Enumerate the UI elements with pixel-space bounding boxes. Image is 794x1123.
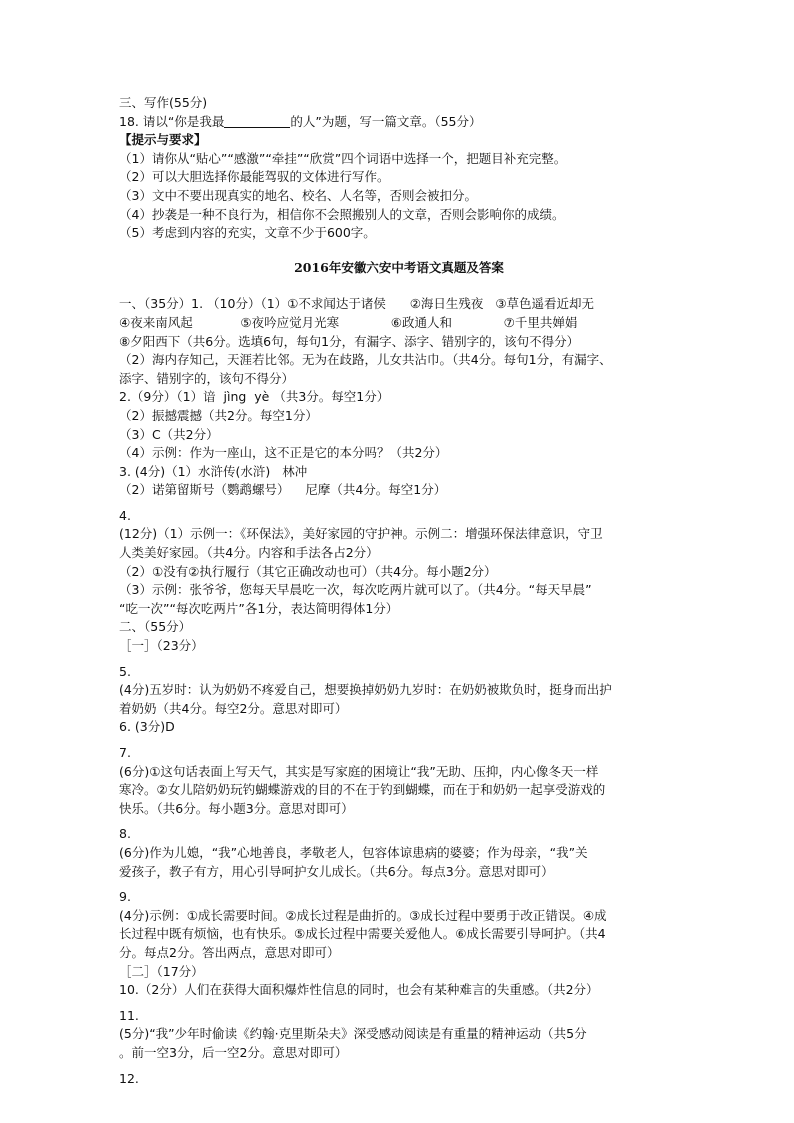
answer-line: ④夜来南风起 ⑤夜吟应觉月光寒 ⑥政通人和 ⑦千里共婵娟 bbox=[119, 314, 578, 330]
answer-line: 4. bbox=[119, 507, 131, 523]
tip-item: （1）请你从“贴心”“感激”“牵挂”“欣赏”四个词语中选择一个，把题目补充完整。 bbox=[119, 150, 567, 166]
answer-line: 2.（9分）（1）谙 jìng yè （共3分。每空1分） bbox=[119, 389, 390, 405]
answer-line: 寒冷。②女儿陪奶奶玩钓蝴蝶游戏的目的不在于钓到蝴蝶，而在于和奶奶一起享受游戏的 bbox=[119, 782, 606, 798]
answer-line: (6分)作为儿媳，“我”心地善良，孝敬老人，包容体谅患病的婆婆；作为母亲，“我”关 bbox=[119, 844, 588, 860]
fill-blank bbox=[224, 115, 290, 128]
tip-item: （4）抄袭是一种不良行为，相信你不会照搬别人的文章，否则会影响你的成绩。 bbox=[119, 206, 565, 222]
question-18-suffix: 的人”为题，写一篇文章。（55分） bbox=[290, 113, 482, 129]
answer-line: 8. bbox=[119, 826, 131, 842]
answer-line: 一、（35分）1. （10分）（1）①不求闻达于诸侯 ②海日生残夜 ③草色遥看近却无 bbox=[119, 296, 595, 312]
answer-line: 分。每点2分。答出两点，意思对即可） bbox=[119, 944, 340, 960]
answer-line: (4分)五岁时：认为奶奶不疼爱自己，想要换掉奶奶九岁时：在奶奶被欺负时，挺身而出护 bbox=[119, 682, 612, 698]
answer-line: 3. (4分)（1）水浒传(水浒) 林冲 bbox=[119, 463, 308, 479]
answer-line: ［一］（23分） bbox=[119, 638, 204, 654]
answer-line: (6分)①这句话表面上写天气，其实是写家庭的困境让“我”无助、压抑，内心像冬天一样 bbox=[119, 763, 599, 779]
answers-title: 2016年安徽六安中考语文真题及答案 bbox=[294, 259, 504, 275]
answer-line: (5分)“我”少年时偷读《约翰·克里斯朵夫》深受感动阅读是有重量的精神运动（共5分 bbox=[119, 1026, 587, 1042]
answer-line: (12分)（1）示例一：《环保法》，美好家园的守护神。示例二：增强环保法律意识，守卫 bbox=[119, 526, 603, 542]
answer-line: 。前一空3分，后一空2分。意思对即可） bbox=[119, 1044, 348, 1060]
answer-line: 11. bbox=[119, 1007, 139, 1023]
question-18 bbox=[119, 113, 679, 132]
writing-section-heading: 三、写作(55分) bbox=[119, 95, 208, 110]
answer-line: 12. bbox=[119, 1070, 139, 1086]
document-page bbox=[119, 94, 679, 1088]
answer-line: 6. (3分)D bbox=[119, 719, 175, 735]
answer-line: （4）示例：作为一座山，这不正是它的本分吗？（共2分） bbox=[119, 445, 448, 461]
answer-line: 添字、错别字的，该句不得分） bbox=[119, 370, 295, 386]
answer-line: （3）C（共2分） bbox=[119, 426, 219, 442]
answer-line: （2）①没有②执行履行（其它正确改动也可）（共4分。每小题2分） bbox=[119, 563, 497, 579]
answer-line: 二、（55分） bbox=[119, 619, 192, 635]
answer-line: 着奶奶（共4分。每空2分。意思对即可） bbox=[119, 700, 348, 716]
tips-header: 【提示与要求】 bbox=[119, 132, 207, 148]
answers-body bbox=[119, 295, 679, 1088]
answer-line: （2）诺第留斯号（鹦鹉螺号） 尼摩（共4分。每空1分） bbox=[119, 482, 447, 498]
answer-line: （2）海内存知己，天涯若比邻。无为在歧路，儿女共沾巾。（共4分。每句1分，有漏字、 bbox=[119, 352, 612, 368]
answer-line: 9. bbox=[119, 889, 131, 905]
answer-line: （2）振撼震撼（共2分。每空1分） bbox=[119, 407, 318, 423]
tip-item: （5）考虑到内容的充实，文章不少于600字。 bbox=[119, 225, 376, 241]
answer-line: 快乐。（共6分。每小题3分。意思对即可） bbox=[119, 800, 354, 816]
answer-line: 爱孩子，教子有方，用心引导呵护女儿成长。（共6分。每点3分。意思对即可） bbox=[119, 863, 554, 879]
answer-line: 7. bbox=[119, 745, 131, 760]
tip-item: （2）可以大胆选择你最能驾驭的文体进行写作。 bbox=[119, 169, 390, 185]
answer-line: (4分)示例：①成长需要时间。②成长过程是曲折的。③成长过程中要勇于改正错误。④成 bbox=[119, 907, 607, 923]
answer-line: 人类美好家园。（共4分。内容和手法各占2分） bbox=[119, 545, 379, 561]
answer-line: 10.（2分）人们在获得大面积爆炸性信息的同时，也会有某种难言的失重感。（共2分） bbox=[119, 982, 599, 998]
answer-line: 长过程中既有烦恼，也有快乐。⑤成长过程中需要关爱他人。⑥成长需要引导呵护。（共4 bbox=[119, 926, 606, 942]
answer-line: ⑧夕阳西下（共6分。选填6句，每句1分，有漏字、添字、错别字的，该句不得分） bbox=[119, 333, 580, 349]
answer-line: 5. bbox=[119, 663, 131, 679]
question-18-prefix: 18. 请以“你是我最 bbox=[119, 113, 225, 129]
answer-line: （3）示例：张爷爷，您每天早晨吃一次，每次吃两片就可以了。（共4分。“每天早晨” bbox=[119, 582, 592, 598]
answer-line: ［二］（17分） bbox=[119, 963, 204, 979]
tip-item: （3）文中不要出现真实的地名、校名、人名等，否则会被扣分。 bbox=[119, 187, 477, 203]
answer-line: “吃一次”“每次吃两片”各1分，表达简明得体1分） bbox=[119, 600, 399, 616]
